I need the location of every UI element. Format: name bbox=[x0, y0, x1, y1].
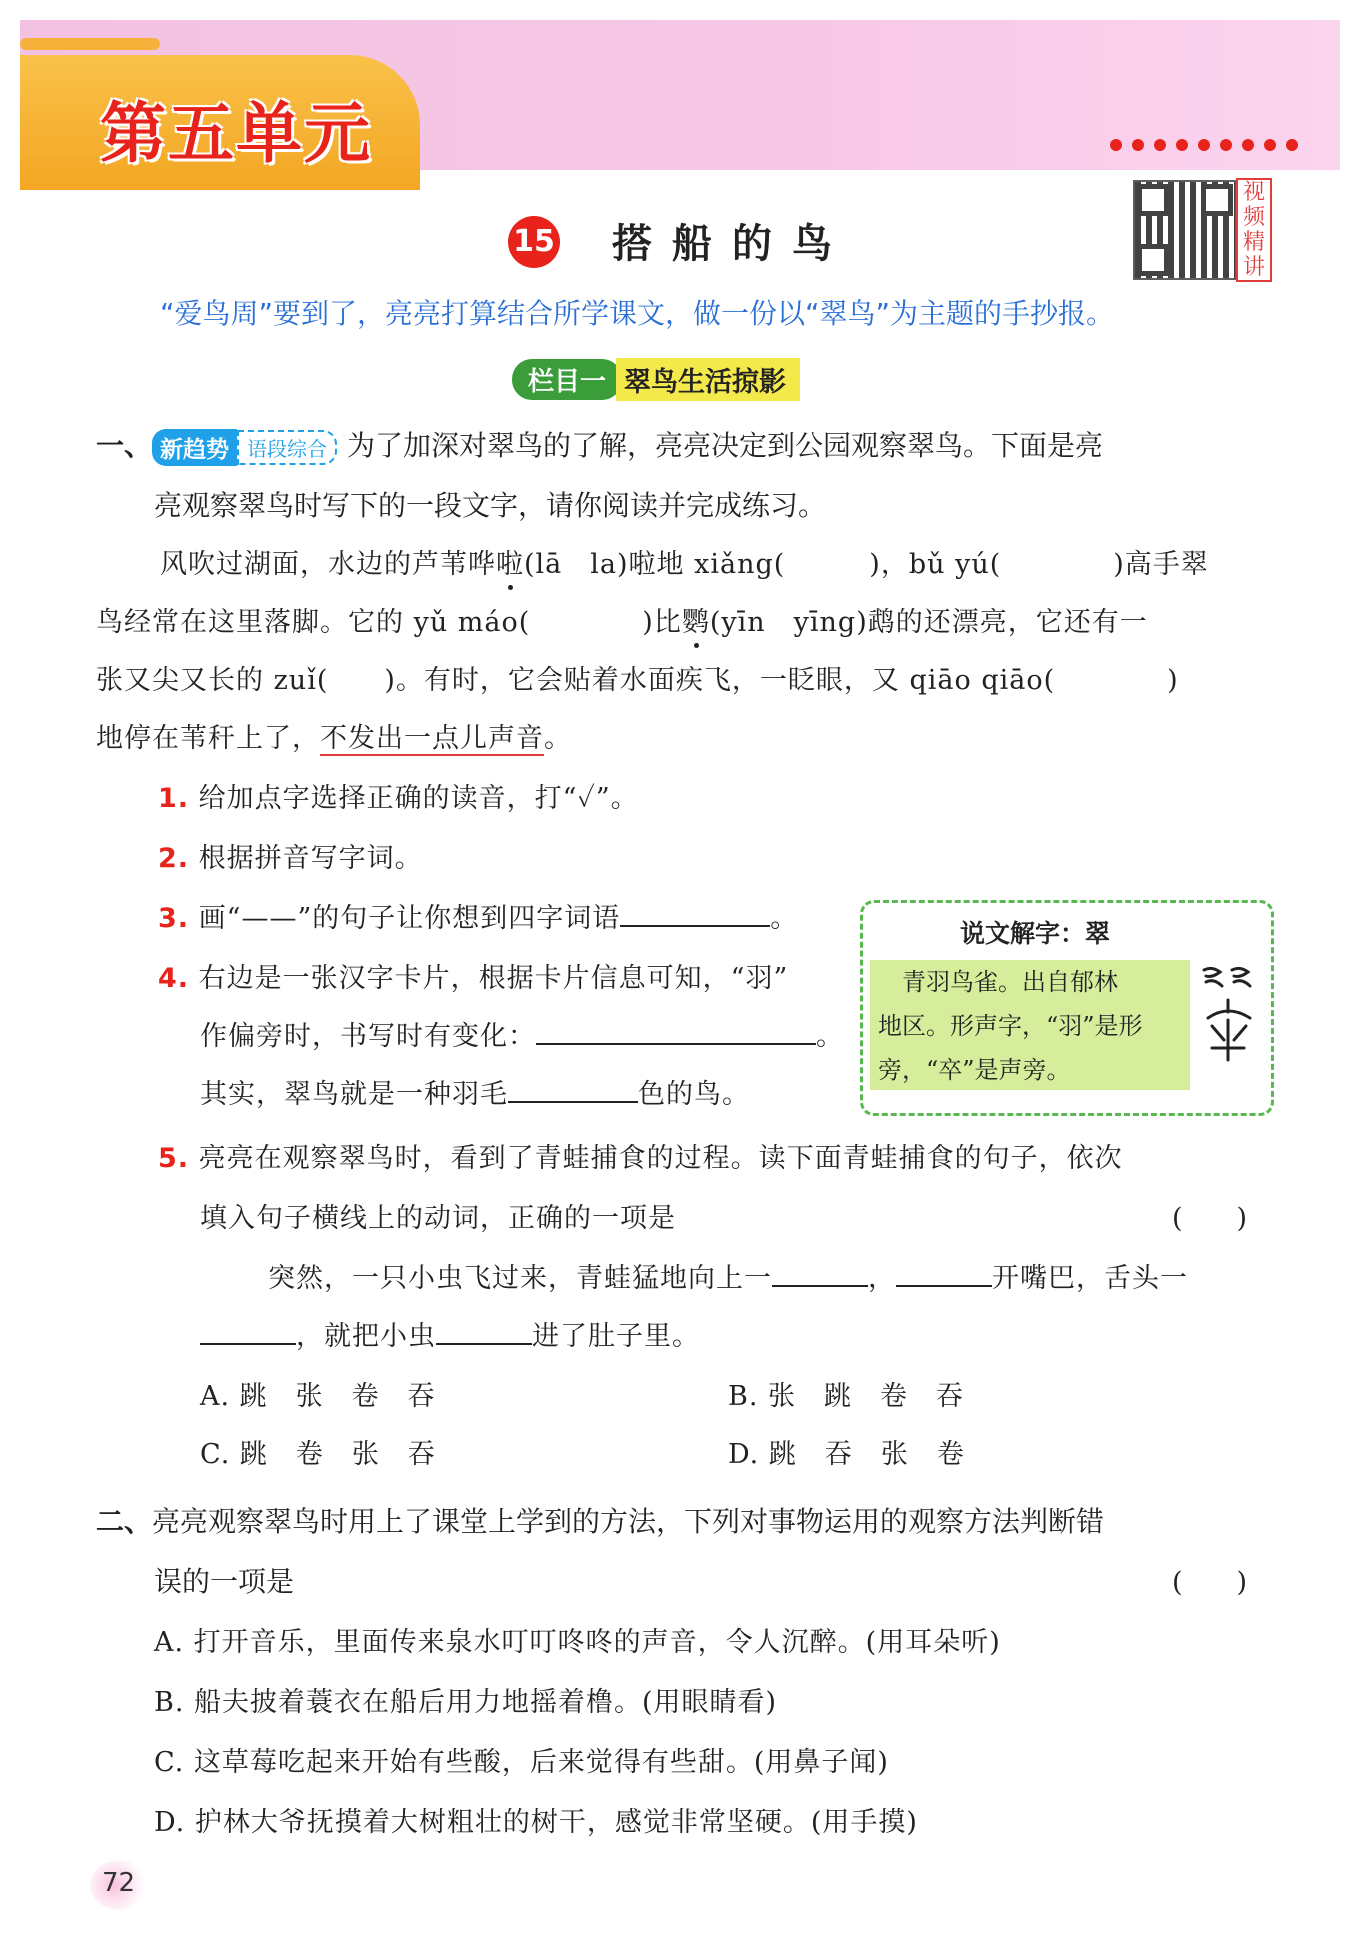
q5-blank-2[interactable] bbox=[896, 1285, 992, 1287]
intro-text: “爱鸟周”要到了，亮亮打算结合所学课文，做一份以“翠鸟”为主题的手抄报。 bbox=[160, 297, 1115, 330]
q4-answer-blank-2[interactable] bbox=[508, 1101, 638, 1103]
section1-line1 bbox=[96, 424, 1103, 466]
header-stripe bbox=[20, 38, 160, 50]
decorative-dots bbox=[1110, 136, 1308, 155]
section2-line-2: 误的一项是 bbox=[154, 1565, 295, 1598]
q5-sentence-line-2: ，就把小虫 进了肚子里。 bbox=[200, 1314, 700, 1353]
question-4-line-2: 作偏旁时，书写时有变化： 。 bbox=[200, 1021, 844, 1052]
q5-answer-paren[interactable]: ( ) bbox=[1172, 1203, 1248, 1234]
card-body: 青羽鸟雀。出自郁林 地区。形声字，“羽”是形 旁，“卒”是声旁。 bbox=[870, 960, 1190, 1090]
page-number: 72 bbox=[102, 1868, 136, 1898]
q5-option-a[interactable]: A. 跳 张 卷 吞 bbox=[200, 1381, 436, 1412]
q5-blank-4[interactable] bbox=[436, 1343, 532, 1345]
section2-option-d[interactable]: D. 护林大爷抚摸着大树粗壮的树干，感觉非常坚硬。(用手摸) bbox=[154, 1807, 918, 1838]
q5-option-d[interactable]: D. 跳 吞 张 卷 bbox=[728, 1439, 965, 1470]
q5-blank-1[interactable] bbox=[772, 1285, 868, 1287]
q5-option-b[interactable]: B. 张 跳 卷 吞 bbox=[728, 1381, 965, 1412]
passage-line-2: 鸟经常在这里落脚。它的 yǔ máo( )比鹦(yīn yīng)鹉的还漂亮，它还有一 bbox=[96, 607, 1148, 638]
q3-answer-blank[interactable] bbox=[620, 925, 770, 927]
qr-code-icon[interactable] bbox=[1133, 180, 1237, 280]
q5-option-c[interactable]: C. 跳 卷 张 吞 bbox=[200, 1439, 436, 1470]
question-5-line-1: 5. 亮亮在观察翠鸟时，看到了青蛙捕食的过程。读下面青蛙捕食的句子，依次 bbox=[158, 1143, 1123, 1174]
question-4-line-3: 其实，翠鸟就是一种羽毛 色的鸟。 bbox=[200, 1079, 750, 1110]
column-label: 栏目一 bbox=[512, 359, 622, 400]
seal-script-glyph bbox=[1198, 960, 1260, 1070]
question-2: 2. 根据拼音写字词。 bbox=[158, 843, 423, 874]
passage-line-1: 风吹过湖面，水边的芦苇哗啦(lā la)啦地 xiǎng( )，bǔ yú( )高手翠 bbox=[160, 549, 1209, 580]
unit-title: 第五单元 bbox=[100, 95, 372, 172]
column-header bbox=[512, 358, 800, 400]
section1-number: 一、 bbox=[96, 429, 153, 462]
passage-line-3: 张又尖又长的 zuǐ( )。有时，它会贴着水面疾飞，一眨眼，又 qiāo qiāo( ) bbox=[96, 665, 1179, 696]
question-4-line-1: 4. 右边是一张汉字卡片，根据卡片信息可知，“羽” bbox=[158, 963, 789, 994]
badge-new-trend: 新趋势 bbox=[152, 429, 237, 466]
section2-option-a[interactable]: A. 打开音乐，里面传来泉水叮叮咚咚的声音，令人沉醉。(用耳朵听) bbox=[154, 1627, 1001, 1658]
question-5-line-2: 填入句子横线上的动词，正确的一项是 bbox=[200, 1203, 676, 1234]
lesson-number: 15 bbox=[508, 216, 560, 268]
section2-option-c[interactable]: C. 这草莓吃起来开始有些酸，后来觉得有些甜。(用鼻子闻) bbox=[154, 1747, 889, 1778]
video-tag[interactable]: 视频精讲 bbox=[1236, 178, 1272, 282]
question-1: 1. 给加点字选择正确的读音，打“✓”。 bbox=[158, 783, 639, 814]
section1-text-1: 为了加深对翠鸟的了解，亮亮决定到公园观察翠鸟。下面是亮 bbox=[347, 429, 1104, 462]
section2-line-1: 二、亮亮观察翠鸟时用上了课堂上学到的方法，下列对事物运用的观察方法判断错 bbox=[96, 1505, 1105, 1538]
svg-text:翠: 翠 bbox=[1198, 960, 1199, 961]
column-name: 翠鸟生活掠影 bbox=[616, 358, 800, 401]
q5-blank-3[interactable] bbox=[200, 1343, 296, 1345]
section1-text-2: 亮观察翠鸟时写下的一段文字，请你阅读并完成练习。 bbox=[154, 489, 827, 522]
card-title: 说文解字：翠 bbox=[960, 919, 1111, 948]
badge-passage: 语段综合 bbox=[237, 430, 337, 465]
q5-sentence-line-1: 突然，一只小虫飞过来，青蛙猛地向上一 ， 开嘴巴，舌头一 bbox=[268, 1263, 1188, 1294]
passage-line-4: 地停在苇秆上了，不发出一点儿声音。 bbox=[96, 723, 572, 754]
question-3: 3. 画“——”的句子让你想到四字词语 。 bbox=[158, 903, 799, 934]
section2-answer-paren[interactable]: ( ) bbox=[1172, 1567, 1248, 1598]
q4-answer-blank-1[interactable] bbox=[536, 1043, 816, 1045]
underlined-sentence: 不发出一点儿声音 bbox=[320, 723, 544, 754]
section2-option-b[interactable]: B. 船夫披着蓑衣在船后用力地摇着橹。(用眼睛看) bbox=[154, 1687, 778, 1718]
lesson-title: 搭船的鸟 bbox=[612, 221, 852, 267]
